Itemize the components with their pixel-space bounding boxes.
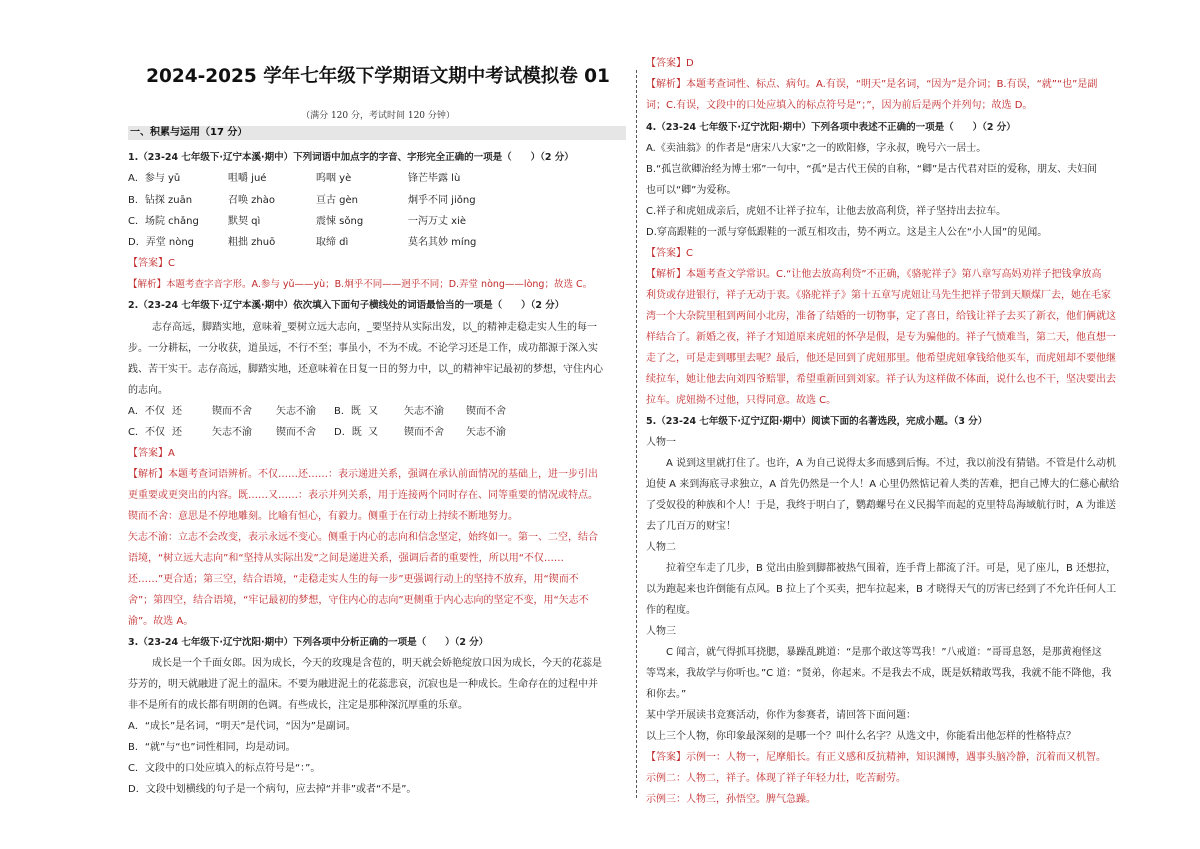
- analysis-line: 锲而不舍：意思是不停地雕刻。比喻有恒心，有毅力。侧重于在行动上持续不断地努力。: [128, 511, 518, 522]
- excerpt-line: 和你去。”: [646, 689, 687, 700]
- option-cell: 呜咽 yè: [316, 173, 352, 184]
- question-1-answer: 【答案】C: [128, 258, 175, 269]
- option-cell: 莫名其妙 míng: [408, 237, 477, 248]
- analysis-line: 舍”；第四空，结合语境，“牢记最初的梦想，守住内心的志向”更侧重于内心志向的坚定不变，用“矢志不: [128, 595, 589, 606]
- passage-line: 非不是所有的成长都有明朗的色调。有些成长，注定是那种深沉厚重的乐章。: [128, 700, 468, 711]
- option-cell: 锲而不舍: [404, 427, 444, 438]
- analysis-line: 续拉车，她让他去向刘四爷赔罪，希望重新回到刘家。祥子认为这样做不体面，说什么也不干，坚决要出去: [646, 374, 1116, 385]
- analysis-line: 【解析】本题考查词语辨析。不仅……还……：表示递进关系，强调在承认前面情况的基础上，进一步引出: [128, 469, 598, 480]
- excerpt-line: 以为跑起来也许倒能有点风。B 拉上了个买卖，把车拉起来，B 才晓得天气的厉害已经到了不允许任何人工: [646, 584, 1117, 595]
- question-5-prompt: 以上三个人物，你印象最深刻的是哪一个？叫什么名字？从选文中，你能看出他怎样的性格特点？: [646, 731, 1076, 742]
- page-title: 2024-2025 学年七年级下学期语文期中考试模拟卷 01: [146, 66, 610, 87]
- option-cell: 矢志不渝: [276, 406, 316, 417]
- option-cell: C．场院 chǎng: [128, 216, 199, 227]
- option-cell: 还: [172, 427, 182, 438]
- analysis-line: 拉车。虎妞拗不过他，只得同意。故选 C。: [646, 395, 837, 406]
- question-1-option-a: [128, 172, 460, 185]
- excerpt-line: A 说到这里就打住了。也许，A 为自己说得太多而感到后悔。不过，我以前没有猜错。不管是什么动机: [666, 458, 1117, 469]
- passage-line: 践、苦干实干。志存高远，脚踏实地，还意味着在日复一日的努力中，以_的精神牢记最初的梦想，守住内心: [128, 364, 603, 375]
- excerpt-line: 拉着空车走了几步，B 觉出由脸到脚都被热气围着，连手背上都流了汗。可是，见了座儿，B 还想拉，: [666, 563, 1117, 574]
- exam-info: （满分 120 分，考试时间 120 分钟）: [301, 111, 455, 121]
- question-2-stem: 2.（23-24 七年级下·辽宁本溪·期中）依次填入下面句子横线处的词语最恰当的一项是（ ）（2 分）: [128, 300, 565, 311]
- option-cell: B．既: [334, 406, 361, 417]
- passage-line: 成长是一个千面女郎。因为成长，今天的玫瑰是含苞的，明天就会娇艳绽放口因为成长，今天的花蕊是: [152, 658, 602, 669]
- character-label: 人物一: [646, 437, 676, 448]
- question-1-option-d: [128, 236, 476, 249]
- option-cell: 锲而不舍: [276, 427, 316, 438]
- option-cell: C．不仅: [128, 427, 165, 438]
- question-4-option-a: A.《卖油翁》的作者是“唐宋八大家”之一的欧阳修，字永叔，晚号六一居士。: [646, 143, 987, 154]
- analysis-line: 矢志不渝：立志不会改变，表示永远不变心。侧重于内心的志向和信念坚定，始终如一。第一、二空，结合: [128, 532, 598, 543]
- analysis-line: 还……”更合适；第三空，结合语境，“走稳走实人生的每一步”更强调行动上的坚持不放弃，用“锲而不: [128, 574, 579, 585]
- analysis-line: 【解析】本题考查词性、标点、病句。A.有误，“明天”是名词，“因为”是介词；B.有误，“就”“也”是副: [646, 79, 1098, 90]
- option-cell: 震悚 sǒng: [316, 216, 364, 227]
- question-4-option-b-cont: 也可以“卿”为爱称。: [646, 185, 737, 196]
- option-cell: A．参与 yǔ: [128, 173, 181, 184]
- option-cell: 炯乎不同 jiǒng: [408, 195, 476, 206]
- passage-line: 志存高远，脚踏实地，意味着_要树立远大志向，_要坚持从实际出发，以_的精神走稳走实人生的每一: [152, 322, 597, 333]
- question-4-answer: 【答案】C: [646, 248, 693, 259]
- option-cell: 矢志不渝: [466, 427, 506, 438]
- passage-line: 芬芳的，明天就融进了泥土的温床。不要为融进泥土的花蕊悲哀，沉寂也是一种成长。生命存在的过程中并: [128, 679, 598, 690]
- question-5-answer: 【答案】示例一：人物一，尼摩船长。有正义感和反抗精神，知识渊博，遇事头脑冷静，沉着而又机智。: [646, 752, 1106, 763]
- analysis-line: 利贷或存进银行，祥子无动于衷。《骆驼祥子》第十五章写虎妞让马先生把祥子带到天顺煤厂去，她在毛家: [646, 290, 1111, 301]
- option-cell: D．弄堂 nòng: [128, 237, 195, 248]
- excerpt-line: C 闻言，就气得抓耳挠腮，暴躁乱跳道：“是那个敢这等骂我！”八戒道：“哥哥息怒，是那黄袍怪这: [666, 647, 1102, 658]
- question-4-option-c: C.祥子和虎妞成亲后，虎妞不让祥子拉车，让他去放高利贷，祥子坚持出去拉车。: [646, 206, 1007, 217]
- question-1-stem: 1.（23-24 七年级下·辽宁本溪·期中）下列词语中加点字的字音、字形完全正确的一项是（ ）（2 分）: [128, 152, 574, 163]
- analysis-line: 语境，“树立远大志向”和“坚持从实际出发”之间是递进关系，强调后者的重要性，所以用“不仅……: [128, 553, 564, 564]
- analysis-line: 更重要或更突出的内容。既……又……：表示并列关系，用于连接两个同时存在、同等重要的情况或特点。: [128, 490, 598, 501]
- option-cell: A．不仅: [128, 406, 165, 417]
- question-2-options-ab: [128, 405, 506, 418]
- question-5-answer: 示例二：人物二，祥子。体现了祥子年轻力壮，吃苦耐劳。: [646, 773, 906, 784]
- excerpt-line: 等骂来，我故学与你听也。”C 道：“贤弟，你起来。不是我去不成，既是妖精敢骂我，我就不能不降他，我: [646, 668, 1112, 679]
- column-divider: [636, 70, 637, 798]
- option-cell: 锋芒毕露 lù: [408, 173, 461, 184]
- excerpt-line: 迫使 A 来到海底寻求独立，A 首先仍然是一个人！A 心里仍然惦记着人类的苦难，把自己博大的仁慈心献给: [646, 479, 1120, 490]
- question-3-option-d: D．文段中划横线的句子是一个病句，应去掉“并非”或者“不是”。: [128, 784, 417, 795]
- excerpt-line: 作的程度。: [646, 605, 696, 616]
- analysis-line: 渝”。故选 A。: [128, 616, 194, 627]
- question-4-stem: 4.（23-24 七年级下·辽宁沈阳·期中）下列各项中表述不正确的一项是（ ）（2 分）: [646, 122, 1016, 133]
- option-cell: 粗拙 zhuō: [228, 237, 276, 248]
- option-cell: 默契 qì: [228, 216, 261, 227]
- question-5-stem: 5.（23-24 七年级下·辽宁辽阳·期中）阅读下面的名著选段，完成小题。（3 分）: [646, 416, 988, 427]
- passage-line: 步。一分耕耘，一分收获，道虽远，不行不至；事虽小，不为不成。不论学习还是工作，成功都源于深入实: [128, 343, 598, 354]
- analysis-line: 湾一个大杂院里租到两间小北房，准备了结婚的一切物事，定了喜日，给钱让祥子去买了新衣，他们俩就这: [646, 311, 1116, 322]
- question-3-option-c: C．文段中的口处应填入的标点符号是“：”。: [128, 763, 321, 774]
- analysis-line: 【解析】本题考查文学常识。C.“让他去放高利贷”不正确，《骆驼祥子》第八章写高妈劝祥子把钱拿放高: [646, 269, 1102, 280]
- question-3-option-a: A．“成长”是名词，“明天”是代词，“因为”是副词。: [128, 721, 356, 732]
- character-label: 人物三: [646, 626, 676, 637]
- character-label: 人物二: [646, 542, 676, 553]
- option-cell: 矢志不渝: [404, 406, 444, 417]
- analysis-line: 样结合了。新婚之夜，祥子才知道原来虎妞的怀孕是假，是专为骗他的。祥子气愤难当，第二天，他直想一: [646, 332, 1116, 343]
- option-cell: 取缔 dì: [316, 237, 349, 248]
- option-cell: 还: [172, 406, 182, 417]
- question-4-option-b: B.“孤岂欲卿治经为博士邪”一句中，“孤”是古代王侯的自称，“卿”是古代君对臣的爱称，朋友、夫妇间: [646, 164, 1098, 175]
- excerpt-line: 去了几百万的财宝！: [646, 521, 736, 532]
- question-2-options-cd: [128, 426, 506, 439]
- passage-line: 的志向。: [128, 385, 168, 396]
- option-cell: 一泻万丈 xiè: [408, 216, 467, 227]
- question-3-option-b: B．“就”与“也”词性相同，均是动词。: [128, 742, 296, 753]
- option-cell: B．钻探 zuān: [128, 195, 193, 206]
- question-2-answer: 【答案】A: [128, 448, 175, 459]
- option-cell: 又: [368, 406, 378, 417]
- question-3-answer: 【答案】D: [646, 58, 694, 69]
- analysis-line: 走了之，可是走到哪里去呢？最后，他还是回到了虎妞那里。他希望虎妞拿钱给他买车，而虎妞却不要他继: [646, 353, 1116, 364]
- section-header: 一、积累与运用（17 分）: [128, 126, 626, 140]
- option-cell: 又: [368, 427, 378, 438]
- option-cell: 亘古 gèn: [316, 195, 359, 206]
- question-3-stem: 3.（23-24 七年级下·辽宁沈阳·期中）下列各项中分析正确的一项是（ ）（2 分）: [128, 637, 489, 648]
- question-1-analysis: 【解析】本题考查字音字形。A.参与 yǔ——yù；B.炯乎不同——迥乎不同；D.弄堂 nòng——lòng；故选 C。: [128, 279, 593, 290]
- option-cell: 召唤 zhào: [228, 195, 276, 206]
- option-cell: 锲而不舍: [466, 406, 506, 417]
- question-5-answer: 示例三：人物三，孙悟空。脾气急躁。: [646, 794, 816, 805]
- excerpt-line: 了受奴役的种族和个人！于是，我终于明白了，鹦鹉螺号在义民揭竿而起的克里特岛海域航行时，A 为谁送: [646, 500, 1117, 511]
- question-1-option-b: [128, 194, 476, 207]
- option-cell: 矢志不渝: [212, 427, 252, 438]
- analysis-line: 词；C.有误，文段中的口处应填入的标点符号是“；”，因为前后是两个并列句；故选 D。: [646, 100, 1033, 111]
- question-4-option-d: D.穿高跟鞋的一派与穿低跟鞋的一派互相攻击，势不两立。这是主人公在“小人国”的见闻。: [646, 227, 1048, 238]
- question-5-prompt: 某中学开展读书竞赛活动，你作为参赛者，请回答下面问题：: [646, 710, 916, 721]
- question-1-option-c: [128, 215, 466, 228]
- option-cell: D．既: [334, 427, 362, 438]
- option-cell: 咀嚼 jué: [228, 173, 267, 184]
- option-cell: 锲而不舍: [212, 406, 252, 417]
